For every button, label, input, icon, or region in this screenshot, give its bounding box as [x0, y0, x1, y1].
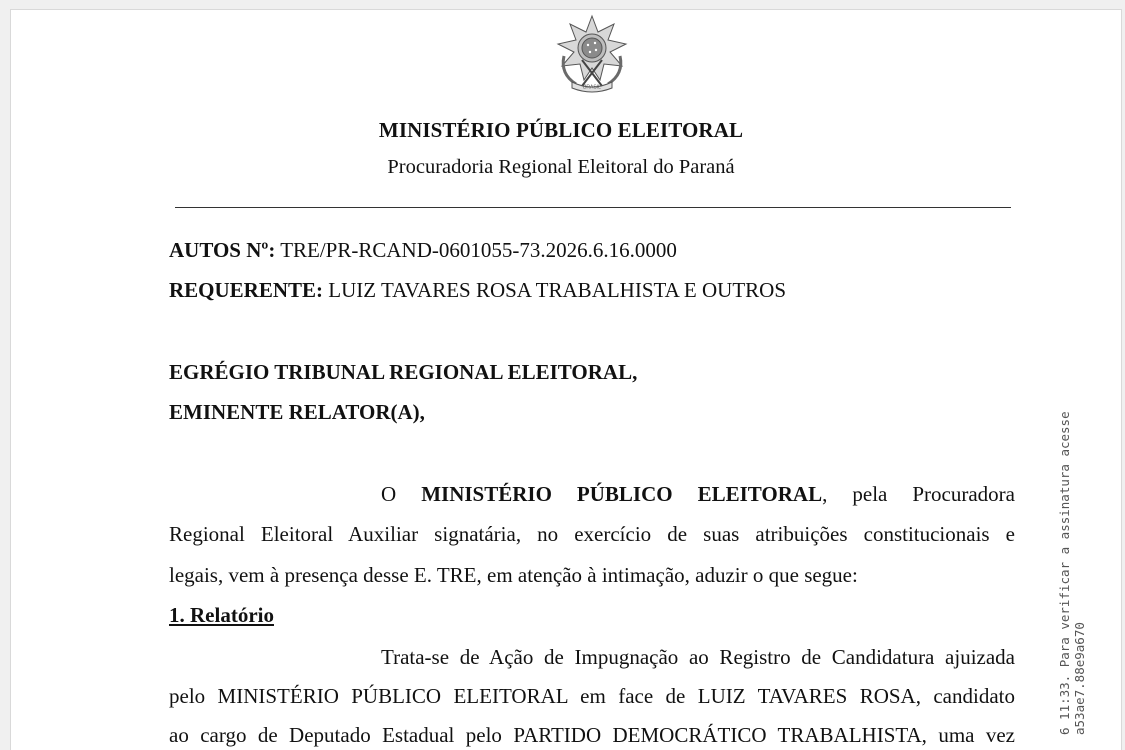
stamp-line-2: a53ae7.88e9a670 — [1072, 622, 1087, 735]
section-heading-text: 1. Relatório — [169, 603, 274, 627]
salutation-tribunal: EGRÉGIO TRIBUNAL REGIONAL ELEITORAL, — [169, 360, 638, 384]
section-heading-relatorio — [169, 603, 1015, 628]
relatorio-line-3: ao cargo de Deputado Estadual pelo PARTIDO DEMOCRÁTICO TRABALHISTA, uma vez — [169, 723, 1015, 747]
intro-line-1 — [381, 482, 1015, 507]
autos-label: AUTOS Nº: — [169, 238, 276, 262]
autos-line — [169, 238, 1015, 263]
requerente-label: REQUERENTE: — [169, 278, 324, 302]
autos-value: TRE/PR-RCAND-0601055-73.2026.6.16.0000 — [280, 238, 677, 262]
document-page — [10, 9, 1122, 750]
intro-prefix: O — [381, 482, 397, 506]
org-subtitle: Procuradoria Regional Eleitoral do Paraná — [387, 156, 735, 178]
relatorio-line-2: pelo MINISTÉRIO PÚBLICO ELEITORAL em face de LUIZ TAVARES ROSA, candidato — [169, 684, 1015, 708]
signature-verification-stamp — [1057, 411, 1087, 735]
intro-bold: MINISTÉRIO PÚBLICO ELEITORAL — [421, 482, 823, 506]
intro-line-2: Regional Eleitoral Auxiliar signatária, no exercício de suas atribuições constitucionais e — [169, 522, 1015, 546]
stamp-line-1: 6 11:33. Para verificar a assinatura acesse — [1057, 411, 1072, 735]
requerente-line — [169, 278, 1015, 303]
org-title: MINISTÉRIO PÚBLICO ELEITORAL — [378, 118, 744, 142]
relatorio-line-1: Trata-se de Ação de Impugnação ao Registro de Candidatura ajuizada — [381, 645, 1015, 669]
requerente-value: LUIZ TAVARES ROSA TRABALHISTA E OUTROS — [328, 278, 787, 302]
intro-rest: , pela Procuradora — [822, 482, 1015, 506]
intro-line-3: legais, vem à presença desse E. TRE, em atenção à intimação, aduzir o que segue: — [169, 563, 858, 587]
header-divider — [175, 207, 1011, 208]
coat-of-arms-seal — [552, 12, 632, 94]
salutation-relator: EMINENTE RELATOR(A), — [169, 400, 425, 424]
svg-text:BRASIL: BRASIL — [583, 84, 601, 91]
